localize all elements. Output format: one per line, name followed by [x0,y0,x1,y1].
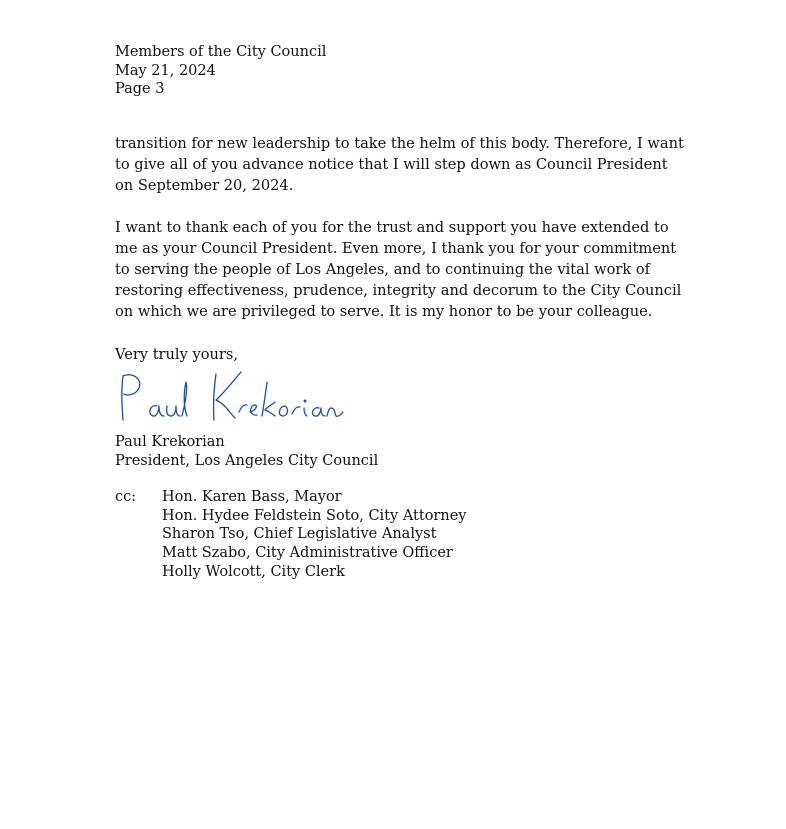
signer-name: Paul Krekorian [115,434,225,450]
body-paragraph-2: I want to thank each of you for the trust and support you have extended to me as your Council President. Even more, I thank you for your commitment to serving the people of Los Angeles, and to continuing the vital work of restoring effectiveness, prudence, integrity and decorum to the City Council on which we are privileged to serve. It is my honor to be your colleague. [115,219,682,320]
cc-recipient: Holly Wolcott, City Clerk [162,564,345,580]
cc-recipient: Matt Szabo, City Administrative Officer [162,544,453,561]
cc-recipient: Hon. Karen Bass, Mayor [162,489,342,505]
cc-list [162,488,466,582]
signer-title: President, Los Angeles City Council [115,452,379,469]
cc-recipient: Hon. Hydee Feldstein Soto, City Attorney [162,507,467,524]
body-paragraph-1: transition for new leadership to take the helm of this body. Therefore, I want to give all of you advance notice that I will step down as Council President on September 20, 2024. [115,135,684,194]
date-line: May 21, 2024 [115,62,216,79]
page-number: Page 3 [115,81,165,97]
handwritten-signature [117,368,347,426]
cc-label: cc: [115,489,137,505]
closing-salutation: Very truly yours, [115,346,239,363]
recipient-line: Members of the City Council [115,44,327,60]
signer-block [115,433,378,470]
letter-header [115,43,326,99]
cc-recipient: Sharon Tso, Chief Legislative Analyst [162,526,437,542]
